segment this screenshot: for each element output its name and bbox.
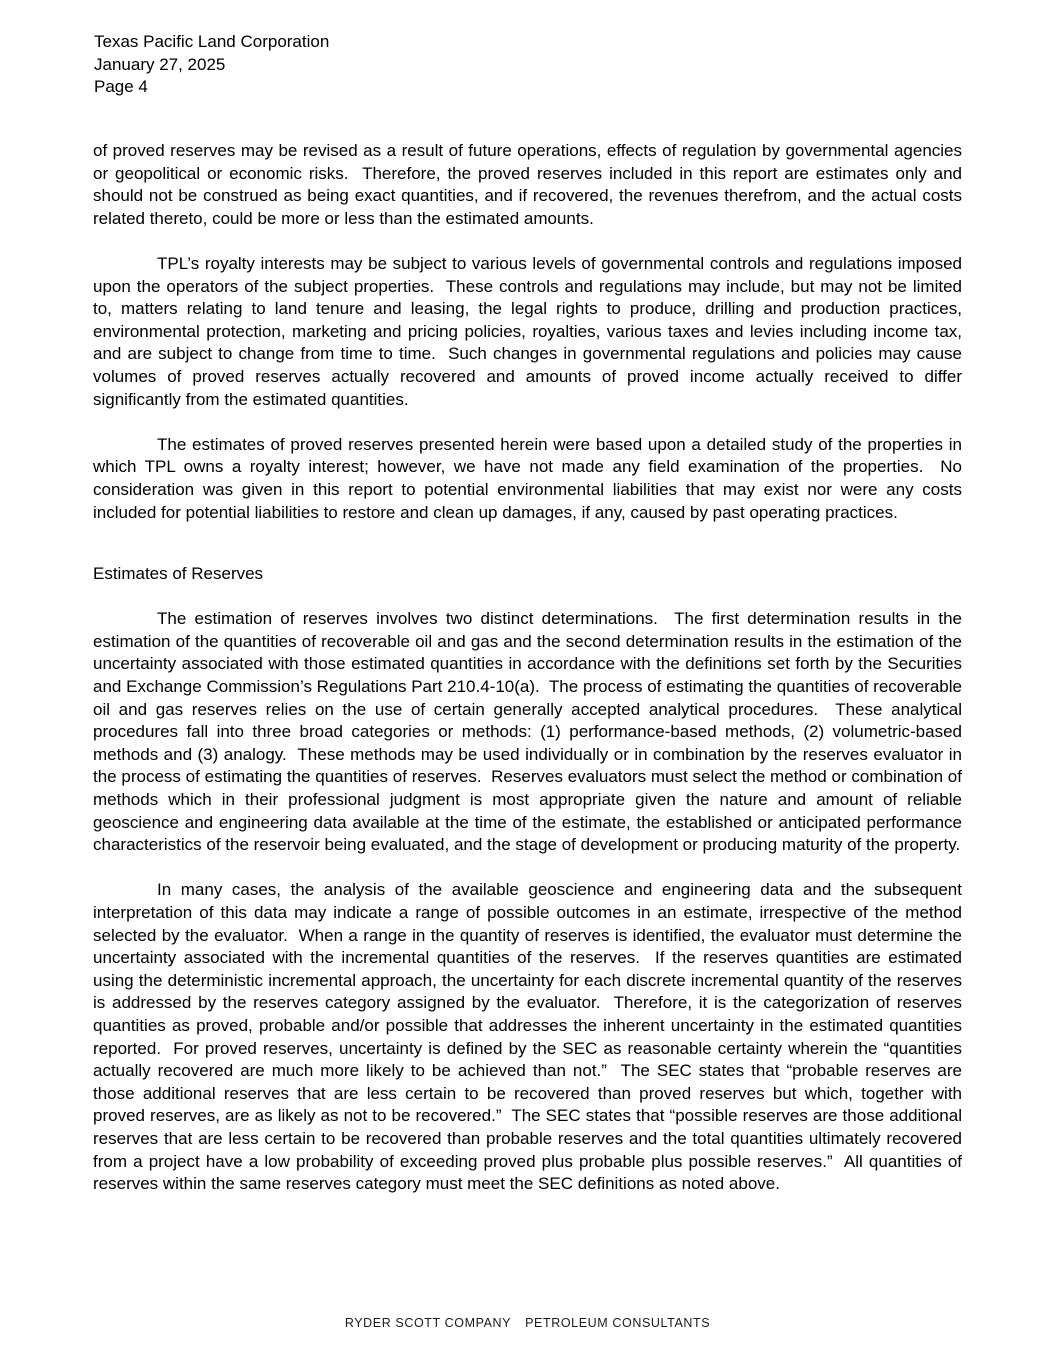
paragraph-estimation-two-determinations: The estimation of reserves involves two distinct determinations. The first determination results in the estimation of the quantities of recoverable oil and gas and the second determination results in the estimation of the uncertainty associated with those estimated quantities in accordance with the definitions set forth by the Securities and Exchange Commission’s Regulations Part 210.4-10(a). The process of estimating the quantities of recoverable oil and gas reserves relies on the use of certain generally accepted analytical procedures. These analytical procedures fall into three broad categories or methods: (1) performance-based methods, (2) volumetric-based methods and (3) analogy. These methods may be used individually or in combination by the reserves evaluator in the process of estimating the quantities of reserves. Reserves evaluators must select the method or combination of methods which in their professional judgment is most appropriate given the nature and amount of reliable geoscience and engineering data available at the time of the estimate, the established or anticipated performance characteristics of the reservoir being evaluated, and the stage of development or producing maturity of the property. <box>93 609 962 855</box>
document-body <box>93 140 962 1218</box>
paragraph-proved-reserves-continuation: of proved reserves may be revised as a result of future operations, effects of regulation by governmental agencies or geopolitical or economic risks. Therefore, the proved reserves included in this report are estimates only and should not be construed as being exact quantities, and if recovered, the revenues therefrom, and the actual costs related thereto, could be more or less than the estimated amounts. <box>93 141 962 228</box>
section-heading-estimates-of-reserves: Estimates of Reserves <box>93 564 264 584</box>
paragraph-royalty-interests-regulations: TPL’s royalty interests may be subject to various levels of governmental controls and regulations imposed upon the operators of the subject properties. These controls and regulations may include, but may not be limited to, matters relating to land tenure and leasing, the legal rights to produce, drilling and production practices, environmental protection, marketing and pricing policies, royalties, various taxes and levies including income tax, and are subject to change from time to time. Such changes in governmental regulations and policies may cause volumes of proved reserves actually recovered and amounts of proved income actually received to differ significantly from the estimated quantities. <box>93 253 962 409</box>
paragraph-range-of-outcomes-sec-definitions: In many cases, the analysis of the available geoscience and engineering data and the subsequent interpretation of this data may indicate a range of possible outcomes in an estimate, irrespective of the method selected by the evaluator. When a range in the quantity of reserves is identified, the evaluator must determine the uncertainty associated with the incremental quantities of the reserves. If the reserves quantities are estimated using the deterministic incremental approach, the uncertainty for each discrete incremental quantity of the reserves is addressed by the reserves category assigned by the evaluator. Therefore, it is the categorization of reserves quantities as proved, probable and/or possible that addresses the inherent uncertainty in the estimated quantities reported. For proved reserves, uncertainty is defined by the SEC as reasonable certainty wherein the “quantities actually recovered are much more likely to be achieved than not.” The SEC states that “probable reserves are those additional reserves that are less certain to be recovered than proved reserves but which, together with proved reserves, are as likely as not to be recovered.” The SEC states that “possible reserves are those additional reserves that are less certain to be recovered than probable reserves and the total quantities ultimately recovered from a project have a low probability of exceeding proved plus probable plus possible reserves.” All quantities of reserves within the same reserves category must meet the SEC definitions as noted above. <box>93 880 962 1194</box>
footer-company-name: RYDER SCOTT COMPANY <box>344 1316 512 1330</box>
header-page-number: Page 4 <box>94 77 148 96</box>
footer-tagline: PETROLEUM CONSULTANTS <box>525 1316 711 1330</box>
header-date: January 27, 2025 <box>94 54 226 74</box>
header-company: Texas Pacific Land Corporation <box>94 32 330 51</box>
document-header <box>94 31 329 99</box>
document-footer <box>0 1316 1055 1330</box>
paragraph-detailed-study-no-field-exam: The estimates of proved reserves presented herein were based upon a detailed study of the properties in which TPL owns a royalty interest; however, we have not made any field examination of the properties. No consideration was given in this report to potential environmental liabilities that may exist nor were any costs included for potential liabilities to restore and clean up damages, if any, caused by past operating practices. <box>93 434 962 522</box>
